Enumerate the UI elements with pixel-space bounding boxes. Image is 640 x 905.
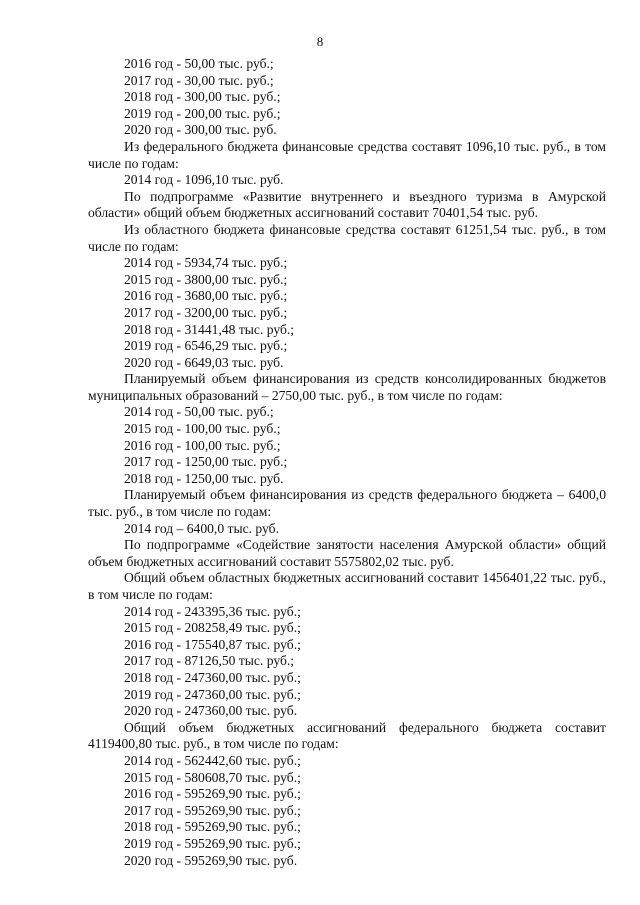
year-amount-line: 2016 год - 595269,90 тыс. руб.; — [124, 786, 301, 802]
year-amount-line: 2014 год - 562442,60 тыс. руб.; — [124, 752, 301, 768]
paragraph: По подпрограмме «Развитие внутреннего и въездного туризма в Амурской области» общий объем бюджетных ассигнований составит 70401,54 тыс. руб. — [88, 188, 606, 221]
paragraph: По подпрограмме «Содействие занятости населения Амурской области» общий объем бюджетных ассигнований составит 5575802,02 тыс. руб. — [88, 537, 606, 569]
year-amount-line: 2019 год - 595269,90 тыс. руб.; — [124, 835, 301, 851]
year-amount-line: 2020 год - 6649,03 тыс. руб. — [124, 354, 284, 370]
year-amount-line: 2015 год - 100,00 тыс. руб.; — [124, 421, 281, 437]
paragraph: Из областного бюджета финансовые средства составят 61251,54 тыс. руб., в том числе по годам: — [88, 221, 606, 254]
year-amount-line: 2015 год - 580608,70 тыс. руб.; — [124, 769, 301, 785]
year-amount-line: 2017 год - 3200,00 тыс. руб.; — [124, 304, 288, 320]
year-amount-line: 2014 год - 243395,36 тыс. руб.; — [124, 603, 301, 619]
year-amount-line: 2018 год - 1250,00 тыс. руб. — [124, 470, 284, 486]
year-amount-line: 2020 год - 300,00 тыс. руб. — [124, 122, 277, 138]
year-amount-line: 2016 год - 3680,00 тыс. руб.; — [124, 288, 288, 304]
year-amount-line: 2017 год - 87126,50 тыс. руб.; — [124, 653, 295, 669]
year-amount-line: 2017 год - 1250,00 тыс. руб.; — [124, 454, 288, 470]
page-number: 8 — [316, 34, 324, 49]
document-body — [88, 56, 606, 869]
paragraph: Планируемый объем финансирования из средств консолидированных бюджетов муниципальных образований – 2750,00 тыс. руб., в том числе по годам: — [88, 371, 606, 403]
year-amount-line: 2018 год - 247360,00 тыс. руб.; — [124, 669, 301, 685]
year-amount-line: 2016 год - 100,00 тыс. руб.; — [124, 437, 281, 453]
year-amount-line: 2015 год - 208258,49 тыс. руб.; — [124, 620, 301, 636]
year-amount-line: 2015 год - 3800,00 тыс. руб.; — [124, 271, 288, 287]
paragraph: Планируемый объем финансирования из средств федерального бюджета – 6400,0 тыс. руб., в том числе по годам: — [88, 487, 606, 520]
year-amount-line: 2016 год - 175540,87 тыс. руб.; — [124, 636, 301, 652]
paragraph: Общий объем бюджетных ассигнований федерального бюджета составит 4119400,80 тыс. руб., в том числе по годам: — [88, 719, 606, 752]
year-amount-line: 2020 год - 247360,00 тыс. руб. — [124, 703, 298, 719]
year-amount-line: 2017 год - 30,00 тыс. руб.; — [124, 72, 274, 88]
year-amount-line: 2016 год - 50,00 тыс. руб.; — [124, 56, 274, 71]
paragraph: Общий объем областных бюджетных ассигнований составит 1456401,22 тыс. руб., в том числе по годам: — [88, 570, 606, 602]
paragraph: Из федерального бюджета финансовые средства составят 1096,10 тыс. руб., в том числе по годам: — [88, 138, 606, 171]
year-amount-line: 2017 год - 595269,90 тыс. руб.; — [124, 802, 301, 818]
year-amount-line: 2014 год - 5934,74 тыс. руб.; — [124, 255, 288, 271]
year-amount-line: 2019 год - 247360,00 тыс. руб.; — [124, 686, 301, 702]
year-amount-line: 2014 год - 50,00 тыс. руб.; — [124, 404, 274, 420]
year-amount-line: 2020 год - 595269,90 тыс. руб. — [124, 852, 298, 868]
year-amount-line: 2014 год – 6400,0 тыс. руб. — [124, 520, 279, 536]
year-amount-line: 2019 год - 6546,29 тыс. руб.; — [124, 338, 288, 354]
year-amount-line: 2018 год - 31441,48 тыс. руб.; — [124, 321, 295, 337]
year-amount-line: 2014 год - 1096,10 тыс. руб. — [124, 172, 284, 188]
year-amount-line: 2018 год - 595269,90 тыс. руб.; — [124, 819, 301, 835]
year-amount-line: 2019 год - 200,00 тыс. руб.; — [124, 105, 281, 121]
year-amount-line: 2018 год - 300,00 тыс. руб.; — [124, 89, 281, 105]
